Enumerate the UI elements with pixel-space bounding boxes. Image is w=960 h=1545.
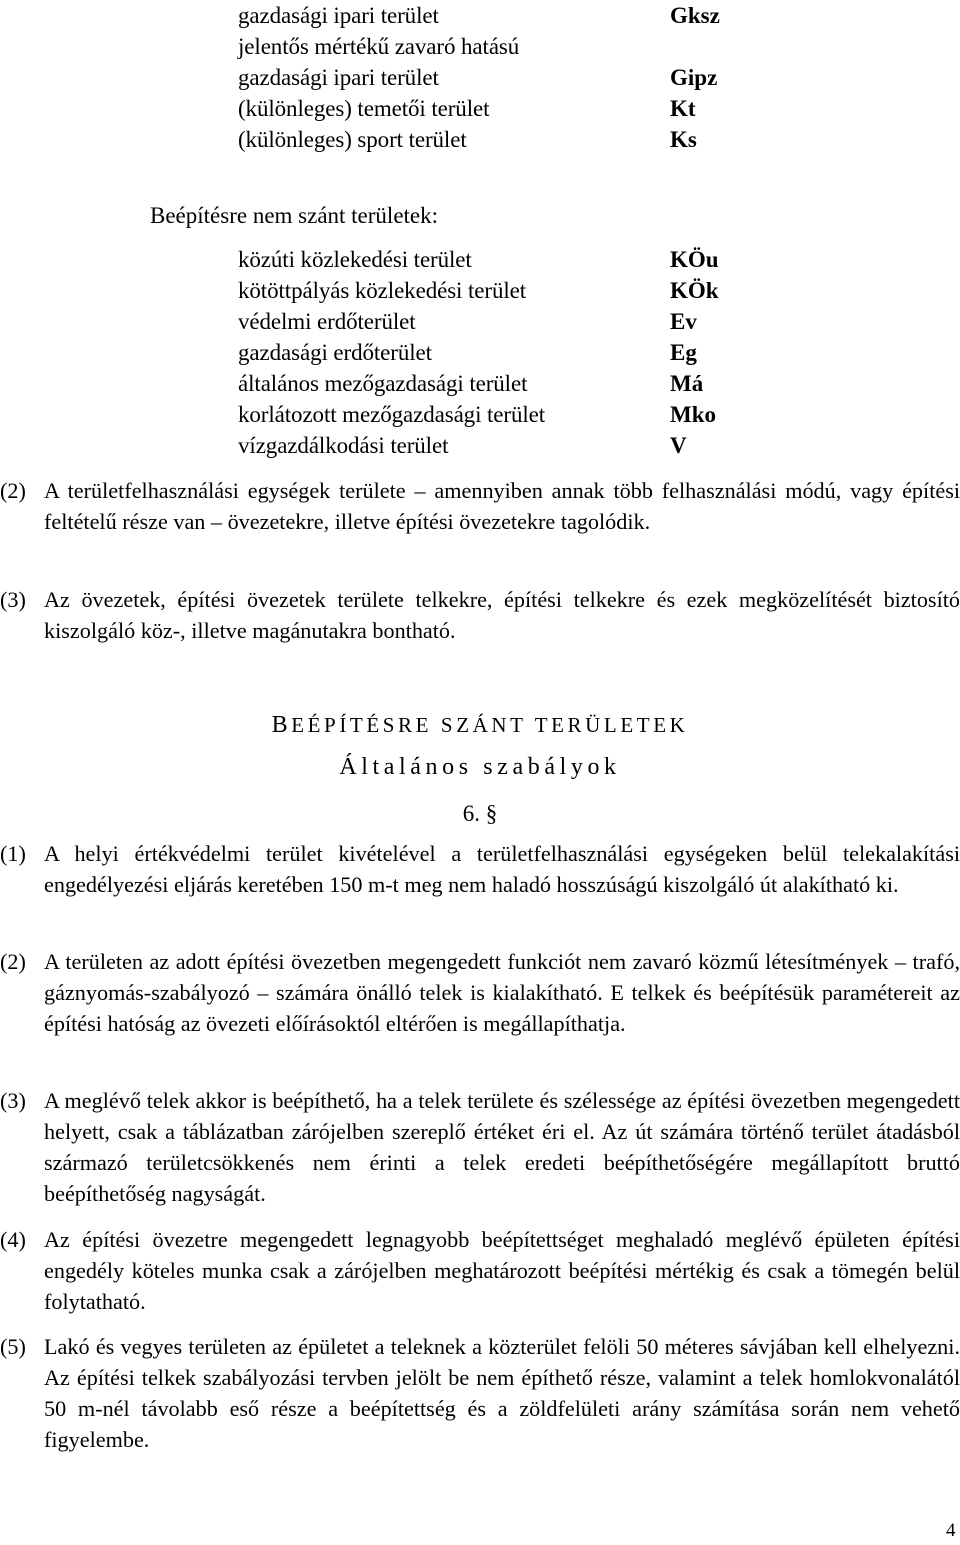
section-title xyxy=(0,710,960,740)
zone-table-top xyxy=(238,0,758,155)
zone-code: Ks xyxy=(670,127,697,152)
zone-label: korlátozott mezőgazdasági terület xyxy=(238,402,546,427)
zone-label: általános mezőgazdasági terület xyxy=(238,371,528,396)
zone-code: V xyxy=(670,433,687,458)
zone-label: kötöttpályás közlekedési terület xyxy=(238,278,527,303)
page-number: 4 xyxy=(946,1520,956,1541)
zone-label: jelentős mértékű zavaró hatású xyxy=(238,34,520,59)
zone-label: vízgazdálkodási terület xyxy=(238,433,449,458)
zone-label: gazdasági ipari terület xyxy=(238,65,439,90)
paragraph-number: (3) xyxy=(0,1088,26,1113)
zone-label: (különleges) sport terület xyxy=(238,127,467,152)
paragraph-mark: 6. § xyxy=(462,801,498,826)
non-built-heading: Beépítésre nem szánt területek: xyxy=(150,203,439,228)
paragraph-number: (1) xyxy=(0,841,26,866)
paragraph-text: A meglévő telek akkor is beépíthető, ha a telek területe és szélessége az építési övezetben megengedett helyett, csak a táblázatban zárójelben szereplő értéket éri el. Az út számára történő terület átadásból származó területcsökkenés nem érinti a telek eredeti beépíthetőségére megállapított bruttó beépíthetőség nagyságát. xyxy=(44,1088,960,1206)
paragraph-number: (2) xyxy=(0,478,26,503)
zone-row xyxy=(238,399,758,430)
paragraph-text: A helyi értékvédelmi terület kivételével a területfelhasználási egységeken belül telekalakítási engedélyezési eljárás keretében 150 m-t meg nem haladó hosszúságú kiszolgáló út alakítható ki. xyxy=(44,841,960,897)
zone-row xyxy=(238,62,758,93)
section-title-initial: B xyxy=(271,712,292,738)
zone-row xyxy=(238,275,758,306)
zone-code: KÖk xyxy=(670,278,719,303)
paragraph-number: (5) xyxy=(0,1334,26,1359)
zone-table-non-built xyxy=(238,244,758,461)
zone-code: Ev xyxy=(670,309,697,334)
zone-row xyxy=(238,31,758,62)
zone-code: Má xyxy=(670,371,704,396)
zone-label: (különleges) temetői terület xyxy=(238,96,490,121)
zone-row xyxy=(238,306,758,337)
paragraph-text: Az övezetek, építési övezetek területe telkekre, építési telkekre és ezek megközelítését biztosító kiszolgáló köz-, illetve magánutakra bontható. xyxy=(44,587,960,643)
paragraph-text: Lakó és vegyes területen az épületet a teleknek a közterület felöli 50 méteres sávjában kell elhelyezni. Az építési telkek szabályozási tervben jelölt be nem építhető része, valamint a telek homlokvonalától 50 m-nél távolabb eső része a beépítettség és a zöldfelületi arány számítása során nem vehető figyelembe. xyxy=(44,1334,960,1452)
zone-code: Gksz xyxy=(670,3,720,28)
zone-code: Gipz xyxy=(670,65,718,90)
paragraph-text: A területen az adott építési övezetben megengedett funkciót nem zavaró közmű létesítmények – trafó, gáznyomás-szabályozó – számára önálló telek is kialakítható. E telkek és beépítésük paramétereit az építési hatóság az övezeti előírásoktól eltérően is megállapíthatja. xyxy=(44,949,960,1036)
zone-row xyxy=(238,124,758,155)
paragraph-text: Az építési övezetre megengedett legnagyobb beépítettséget meghaladó meglévő épületen építési engedély köteles munka csak a zárójelben meghatározott beépítési mértékig és csak a tömegén belül folytatható. xyxy=(44,1227,960,1314)
zone-code: Eg xyxy=(670,340,697,365)
zone-row xyxy=(238,244,758,275)
section-subtitle: Általános szabályok xyxy=(339,754,621,780)
paragraph-number: (3) xyxy=(0,587,26,612)
zone-label: gazdasági erdőterület xyxy=(238,340,432,365)
zone-label: védelmi erdőterület xyxy=(238,309,416,334)
paragraph-number: (4) xyxy=(0,1227,26,1252)
section-title-rest: EÉPÍTÉSRE SZÁNT TERÜLETEK xyxy=(291,713,689,737)
paragraph-number: (2) xyxy=(0,949,26,974)
zone-row xyxy=(238,337,758,368)
zone-code: Mko xyxy=(670,402,716,427)
zone-code: KÖu xyxy=(670,247,719,272)
zone-label: gazdasági ipari terület xyxy=(238,3,439,28)
zone-row xyxy=(238,93,758,124)
zone-row xyxy=(238,368,758,399)
paragraph-text: A területfelhasználási egységek területe – amennyiben annak több felhasználási módú, vagy építési feltételű része van – övezetekre, illetve építési övezetekre tagolódik. xyxy=(44,478,960,534)
zone-row xyxy=(238,430,758,461)
zone-label: közúti közlekedési terület xyxy=(238,247,472,272)
zone-code: Kt xyxy=(670,96,696,121)
zone-row xyxy=(238,0,758,31)
